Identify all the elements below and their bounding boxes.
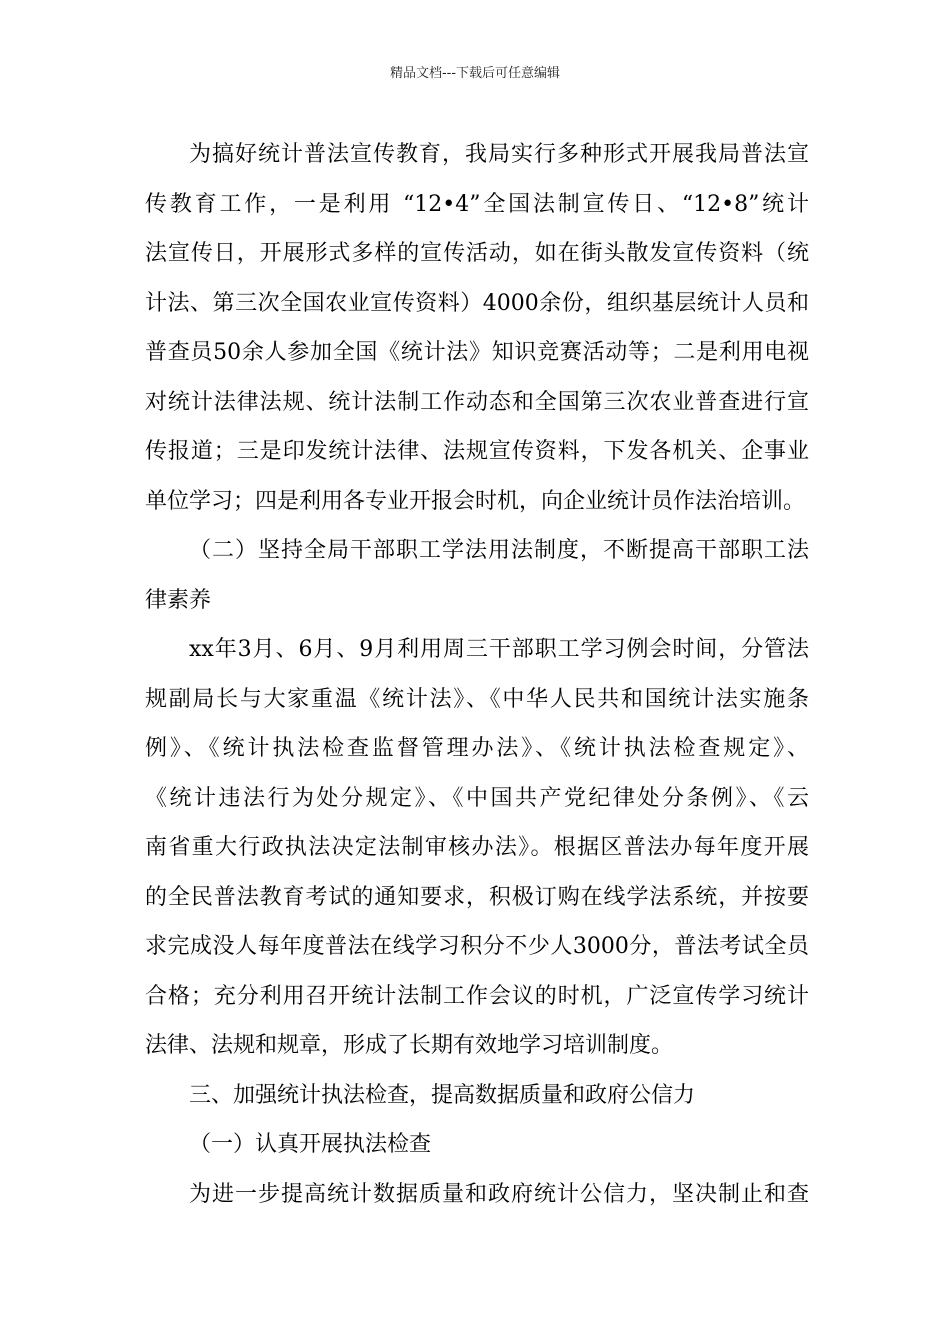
text-line: 单位学习；四是利用各专业开报会时机，向企业统计员作法治培训。 <box>145 488 806 514</box>
text-line: 对统计法律法规、统计法制工作动态和全国第三次农业普查进行宣 <box>145 389 809 415</box>
text-line: 合格；充分利用召开统计法制工作会议的时机，广泛宣传学习统计 <box>145 983 809 1009</box>
text-line: （一）认真开展执法检查 <box>189 1132 432 1157</box>
paragraph-study <box>145 625 809 1071</box>
text-line: 规副局长与大家重温《统计法》、《中华人民共和国统计法实施条 <box>145 686 809 712</box>
text-line: 为进一步提高统计数据质量和政府统计公信力，坚决制止和查 <box>189 1181 809 1207</box>
text-line: （二）坚持全局干部职工学法用法制度，不断提高干部职工法 <box>189 538 809 563</box>
text-line: 南省重大行政执法决定法制审核办法》。根据区普法办每年度开展 <box>145 835 809 860</box>
text-line: 例》、《统计执法检查监督管理办法》、《统计执法检查规定》、 <box>145 736 809 761</box>
text-line: 传报道；三是印发统计法律、法规宣传资料，下发各机关、企事业 <box>145 439 809 464</box>
page-header: 精品文档---下载后可任意编辑 <box>389 66 561 81</box>
section-heading-3 <box>145 1071 809 1121</box>
text-line: 传教育工作，一是利用 “12•4”全国法制宣传日、“12•8”统计 <box>145 191 809 217</box>
text-line: 求完成没人每年度普法在线学习积分不少人3000分，普法考试全员 <box>145 934 809 959</box>
text-line: 三、加强统计执法检查，提高数据质量和政府公信力 <box>189 1082 696 1108</box>
text-line: 为搞好统计普法宣传教育，我局实行多种形式开展我局普法宣 <box>189 142 809 167</box>
text-line: 普查员50余人参加全国《统计法》知识竞赛活动等；二是利用电视 <box>145 340 809 365</box>
text-line: 法宣传日，开展形式多样的宣传活动，如在街头散发宣传资料（统 <box>145 241 809 266</box>
text-line: xx年3月、6月、9月利用周三干部职工学习例会时间，分管法 <box>189 637 809 662</box>
text-line: 法律、法规和规章，形成了长期有效地学习培训制度。 <box>145 1033 674 1058</box>
text-line: 律素养 <box>145 587 212 613</box>
section-heading-2 <box>145 526 809 625</box>
document-body <box>145 130 809 1219</box>
paragraph-enforcement <box>145 1170 809 1220</box>
subsection-heading-1 <box>145 1120 809 1170</box>
paragraph-publicity <box>145 130 809 526</box>
text-line: 《统计违法行为处分规定》、《中国共产党纪律处分条例》、《云 <box>145 785 809 811</box>
text-line: 计法、第三次全国农业宣传资料）4000余份，组织基层统计人员和 <box>145 290 809 316</box>
text-line: 的全民普法教育考试的通知要求，积极订购在线学法系统，并按要 <box>145 884 809 910</box>
